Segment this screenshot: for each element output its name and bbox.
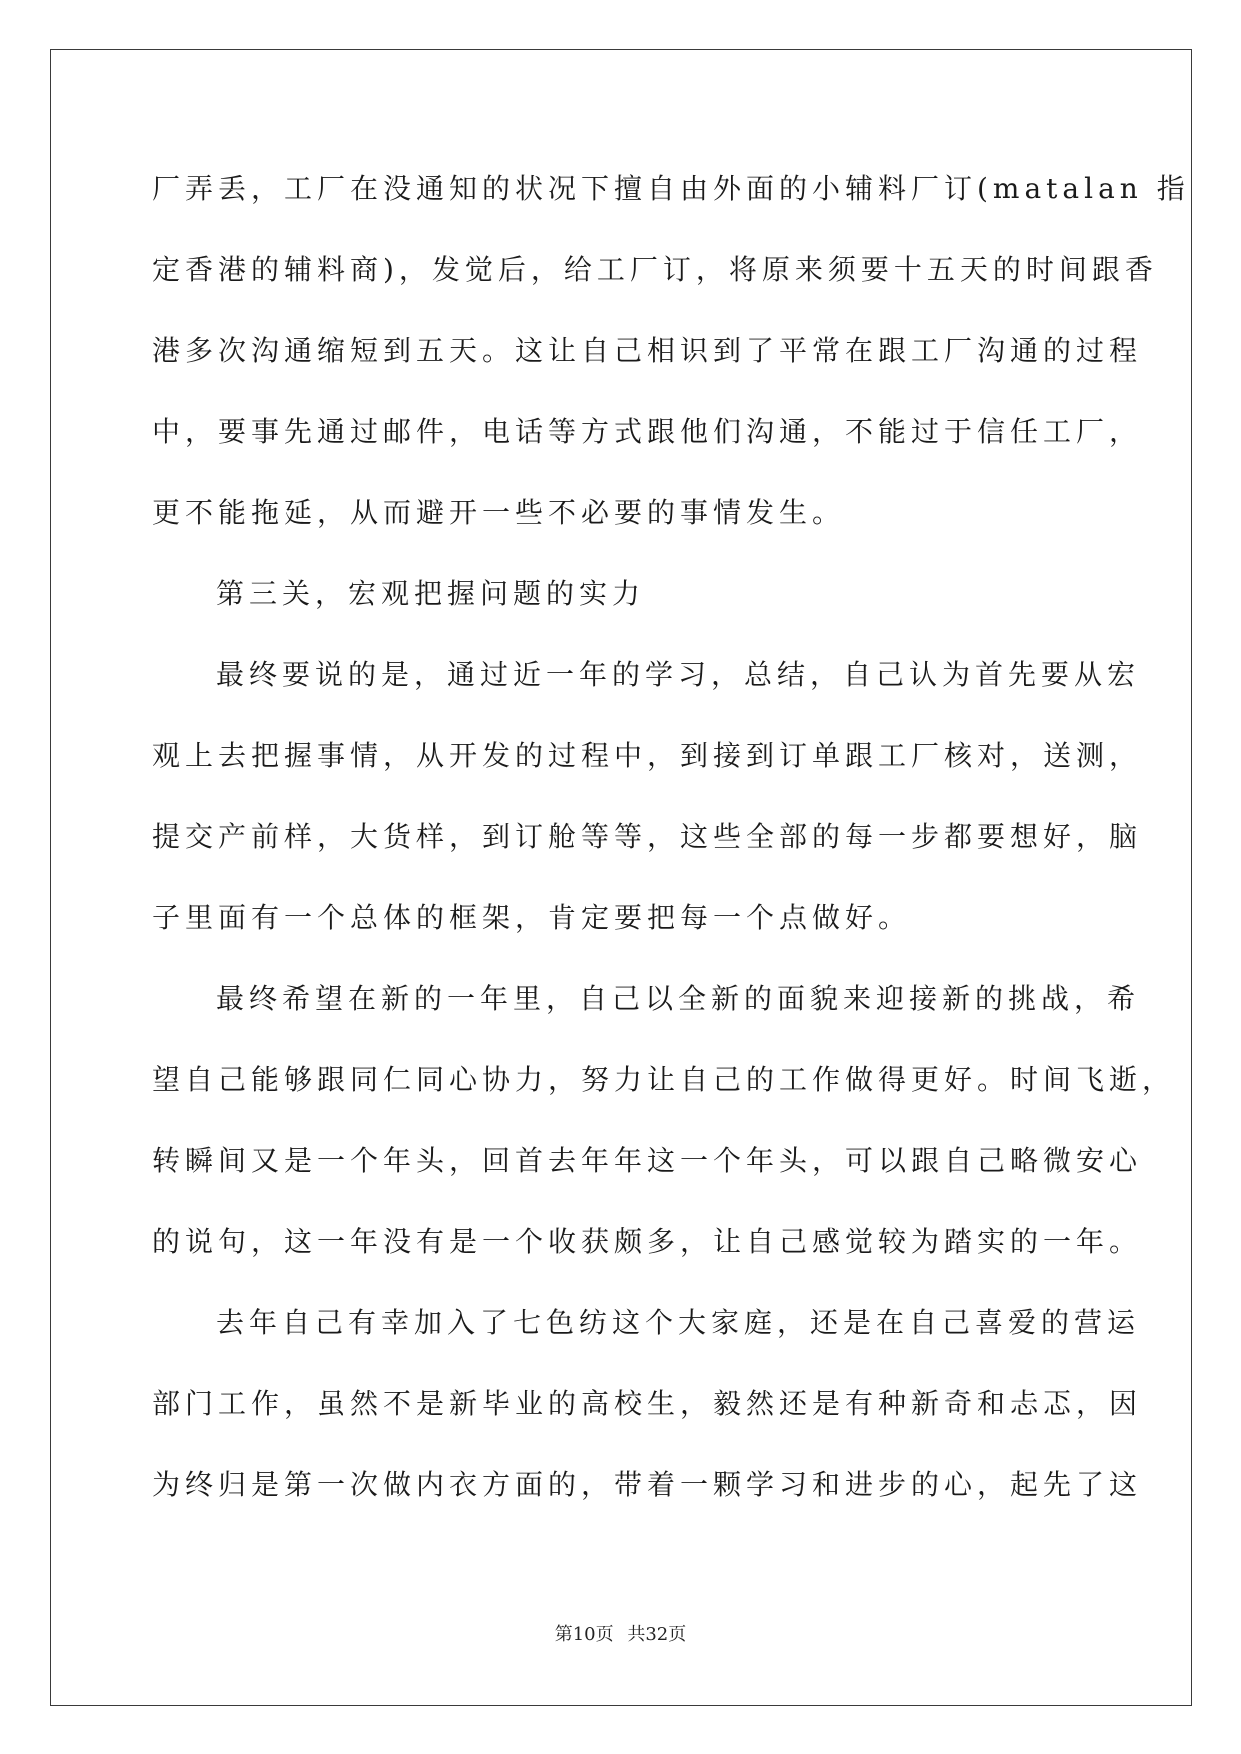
text-line: 厂弄丢，工厂在没通知的状况下擅自由外面的小辅料厂订(matalan 指	[152, 172, 1190, 205]
document-body	[152, 160, 1190, 1537]
text-line: 提交产前样，大货样，到订舱等等，这些全部的每一步都要想好，脑	[152, 820, 1143, 853]
text-line: 的说句，这一年没有是一个收获颇多，让自己感觉较为踏实的一年。	[152, 1225, 1143, 1258]
text-line: 为终归是第一次做内衣方面的，带着一颗学习和进步的心，起先了这	[152, 1468, 1143, 1501]
text-line: 望自己能够跟同仁同心协力，努力让自己的工作做得更好。时间飞逝，	[152, 1063, 1176, 1096]
text-line: 更不能拖延，从而避开一些不必要的事情发生。	[152, 496, 846, 529]
current-page-label: 第10页	[554, 1624, 614, 1645]
text-line: 转瞬间又是一个年头，回首去年年这一个年头，可以跟自己略微安心	[152, 1144, 1143, 1177]
page-footer	[0, 1620, 1241, 1646]
section-heading: 第三关，宏观把握问题的实力	[216, 577, 646, 610]
text-line: 部门工作，虽然不是新毕业的高校生，毅然还是有种新奇和忐忑，因	[152, 1387, 1143, 1420]
text-line: 观上去把握事情，从开发的过程中，到接到订单跟工厂核对，送测，	[152, 739, 1143, 772]
text-line: 子里面有一个总体的框架，肯定要把每一个点做好。	[152, 901, 912, 934]
text-line: 中，要事先通过邮件，电话等方式跟他们沟通，不能过于信任工厂，	[152, 415, 1143, 448]
total-pages-label: 共32页	[627, 1624, 687, 1645]
text-line: 最终要说的是，通过近一年的学习，总结，自己认为首先要从宏	[216, 658, 1141, 691]
text-line: 最终希望在新的一年里，自己以全新的面貌来迎接新的挑战，希	[216, 982, 1141, 1015]
text-line: 去年自己有幸加入了七色纺这个大家庭，还是在自己喜爱的营运	[216, 1306, 1141, 1339]
text-line: 港多次沟通缩短到五天。这让自己相识到了平常在跟工厂沟通的过程	[152, 334, 1143, 367]
text-line: 定香港的辅料商)，发觉后，给工厂订，将原来须要十五天的时间跟香	[152, 253, 1158, 286]
